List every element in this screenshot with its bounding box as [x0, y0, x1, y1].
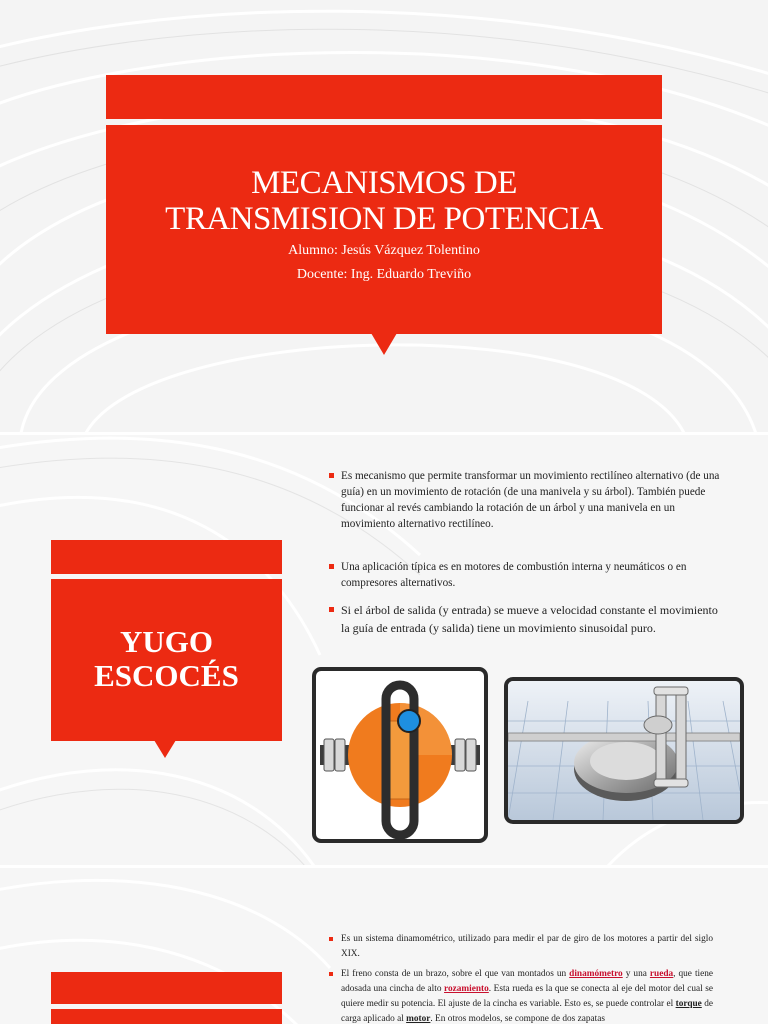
bullet-text-part: y una [622, 969, 650, 979]
heading-top-bar [51, 972, 282, 1004]
bullet-square-icon [329, 972, 333, 976]
link-motor[interactable]: motor [406, 1014, 431, 1024]
page-title [106, 165, 662, 237]
list-item [329, 559, 721, 591]
link-dinamometro[interactable]: dinamómetro [569, 969, 623, 979]
bullet-text-part: El freno consta de un brazo, sobre el que van montados un [341, 969, 570, 979]
teacher-name: Docente: Ing. Eduardo Treviño [296, 267, 472, 282]
bullet-square-icon [329, 607, 334, 612]
bullet-square-icon [329, 564, 334, 569]
bullet-text: Una aplicación típica es en motores de combustión interna y neumáticos o en compresores alternativos. [341, 561, 687, 589]
bullet-square-icon [329, 937, 333, 941]
bullet-text: Es mecanismo que permite transformar un movimiento rectilíneo alternativo (de una guía) en un movimiento de rotación (de una manivela y su árbol). También puede funcionar al revés cambiando la rotación de un árbol y una manivela en un movimiento alternativo rectilíneo. [341, 470, 720, 530]
list-item [329, 967, 713, 1024]
scotch-yoke-render-icon [508, 681, 740, 820]
bullet-text-part: . En otros modelos, se compone de dos zapatas [430, 1014, 605, 1024]
bullet-text: Es un sistema dinamométrico, utilizado para medir el par de giro de los motores a partir del siglo XIX. [341, 934, 713, 959]
title-pointer [371, 333, 397, 355]
title-top-bar [106, 75, 662, 119]
bullet-text-part: de carga aplicado al [341, 999, 713, 1024]
bullet-text: Si el árbol de salida (y entrada) se mueve a velocidad constante el movimiento la guía de entrada (y salida) tiene un movimiento sinusoidal puro. [341, 603, 718, 635]
scotch-yoke-diagram [312, 667, 488, 843]
link-rozamiento[interactable]: rozamiento [444, 984, 489, 994]
title-line-1: MECANISMOS DE [251, 165, 517, 201]
list-item [329, 601, 721, 637]
list-item [329, 932, 713, 962]
link-rueda[interactable]: rueda [649, 969, 674, 979]
scotch-yoke-render [504, 677, 744, 824]
yugo-escoces-slide [0, 435, 768, 865]
title-line-2: TRANSMISION DE POTENCIA [165, 201, 603, 237]
heading-line-2: ESCOCÉS [94, 658, 239, 693]
bullet-text-part: . Esta rueda es la que se conecta al eje del motor del cual se quiere medir su potencia. El ajuste de la cincha es variable. Esto es, se puede controlar el [341, 984, 713, 1009]
section-heading [51, 579, 282, 741]
heading-line-1: YUGO [120, 624, 213, 659]
student-name: Alumno: Jesús Vázquez Tolentino [288, 243, 480, 258]
link-torque[interactable]: torque [675, 999, 702, 1009]
bullet-list [329, 468, 721, 637]
bullet-square-icon [329, 473, 334, 478]
heading-pointer [154, 740, 176, 758]
list-item [329, 468, 721, 532]
bullet-text-part: , que tiene adosada una cincha de alto [341, 969, 714, 994]
heading-box [51, 1009, 282, 1024]
scotch-yoke-diagram-icon [316, 671, 484, 839]
title-box [106, 125, 662, 334]
bullet-list [329, 932, 713, 1024]
title-slide [0, 0, 768, 432]
freno-slide [0, 868, 768, 1024]
heading-top-bar [51, 540, 282, 574]
